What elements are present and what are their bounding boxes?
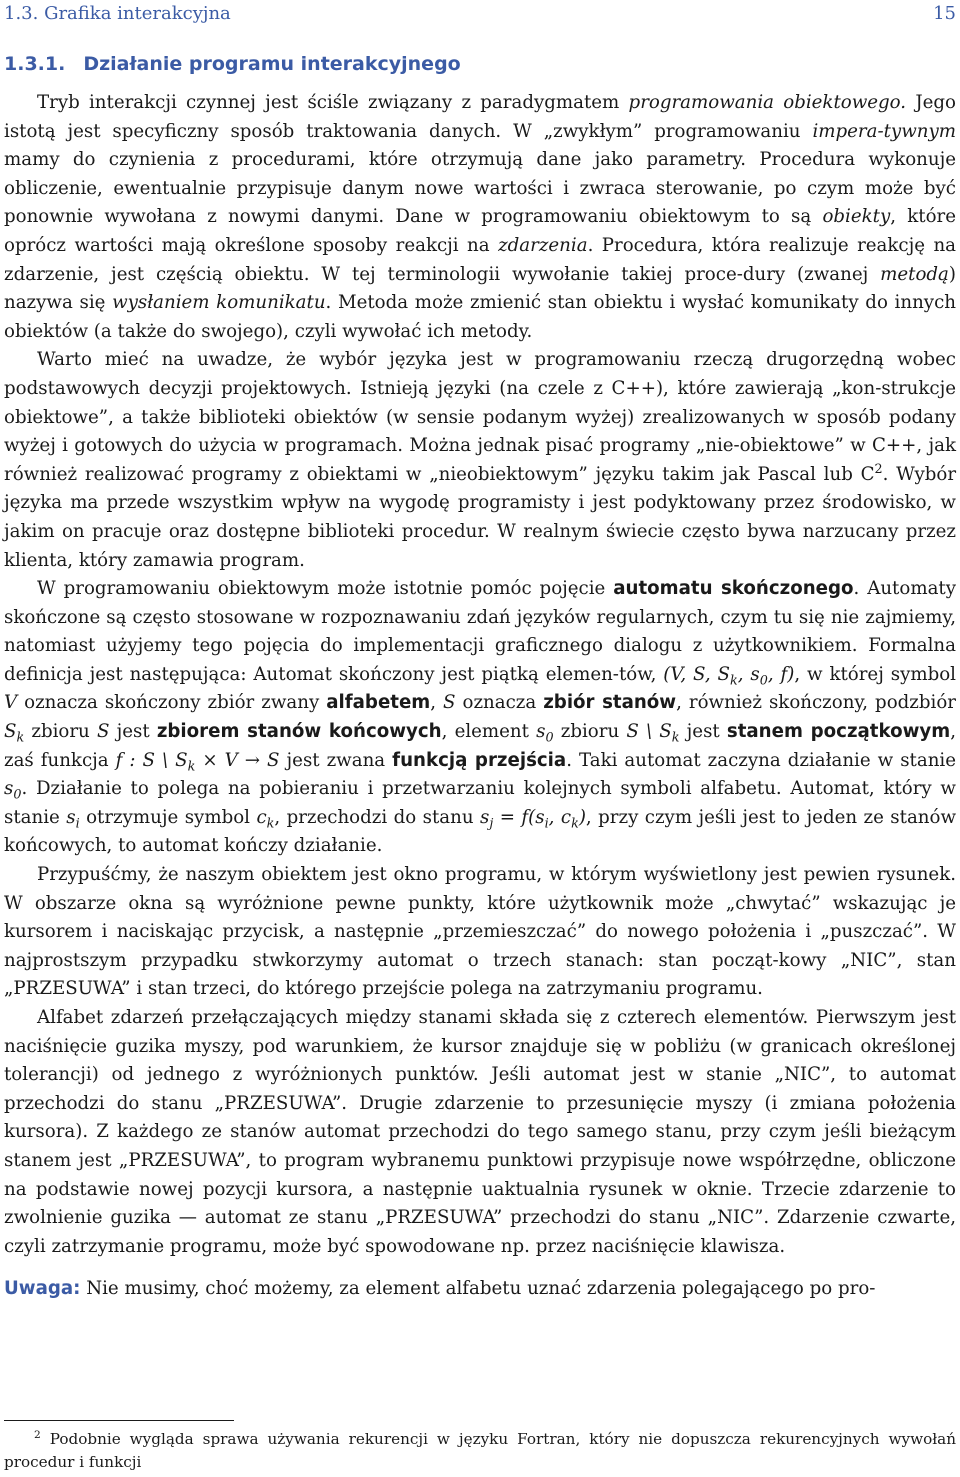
- text-run: otrzymuje symbol: [79, 806, 257, 828]
- bold-term: alfabetem: [326, 692, 431, 714]
- paragraph-5: [4, 1004, 956, 1261]
- text-run: Przypuśćmy, że naszym obiektem jest okno programu, w którym wyświetlony jest pewien rysunek. W obszarze okna są wyróżnione pewne punkty, które użytkownik może „chwytać” wskazując je kursorem i naciskając przycisk, a następnie „przemieszczać” do nowego położenia i „puszczać”. W najprostszym przypadku stwkorzymy automat o trzech stanach: stan począt-kowy „NIC”, stan „PRZESUWA” i stan trzeci, do którego przejście polega na zatrzymaniu programu.: [4, 864, 956, 1000]
- text-run: W programowaniu obiektowym może istotnie pomóc pojęcie: [37, 578, 614, 600]
- math-expression: S \ $S_k$: [626, 721, 680, 746]
- math-expression: $s_j = f(s_i$, $c_k$): [480, 806, 586, 832]
- text-run: . Procedura, która realizuje reakcję na zdarzenie, jest częścią obiektu. W tej terminologii wywołanie takiej proce-dury (zwanej: [4, 234, 957, 285]
- bold-term: automatu skończonego: [613, 578, 854, 600]
- text-run: Tryb interakcji czynnej jest ściśle związany z paradygmatem: [37, 92, 629, 113]
- text-run: jest: [109, 721, 157, 743]
- note-label: Uwaga:: [4, 1278, 81, 1300]
- math-tuple: (V, S, $S_k$, $s_0$, f): [663, 663, 795, 689]
- bold-term: zbiór stanów: [543, 692, 677, 714]
- math-symbol: $S_k$: [4, 721, 25, 746]
- text-run: , zaś funkcja: [4, 721, 957, 771]
- footnote-rule: [4, 1420, 234, 1421]
- paragraph-3: [4, 575, 956, 861]
- text-run: oznacza: [455, 692, 544, 714]
- paragraph-2: [4, 346, 956, 575]
- text-run: Nie musimy, choć możemy, za element alfabetu uznać zdarzenia polegającego po pro-: [80, 1278, 876, 1300]
- text-run: oznacza skończony zbiór zwany: [17, 692, 327, 714]
- bold-term: stanem początkowym: [726, 721, 951, 743]
- text-run: , element: [441, 721, 537, 743]
- note-paragraph: [4, 1275, 956, 1304]
- text-run: Alfabet zdarzeń przełączających między stanami składa się z czterech elementów. Pierwszym jest naciśnięcie guzika myszy, pod warunkiem, że kursor znajduje się w pobliżu (w granicach określonej tolerancji) od jednego z wyróżnionych punktów. Jeśli automat jest w stanie „NIC”, to automat przechodzi do stanu „PRZESUWA”. Drugie zdarzenie to przesunięcie myszy (i zmiana położenia kursora). Z każdego ze stanów automat przechodzi do tego samego stanu, przy czym jeśli bieżącym stanem jest „PRZESUWA”, to program wybranemu punktowi przypisuje nowe współrzędne, obliczone na podstawie nowej pozycji kursora, a następnie uaktualnia rysunek w oknie. Trzecie zdarzenie to zwolnienie guzika — automat ze stanu „PRZESUWA” przechodzi do stanu „NIC”. Zdarzenie czwarte, czyli zatrzymanie programu, może być spowodowane np. przez naciśnięcie klawisza.: [4, 1007, 956, 1257]
- text-run: , przy czym jeśli jest to jeden ze stanów końcowych, to automat kończy działanie.: [4, 806, 957, 857]
- text-run: , w której symbol: [794, 663, 956, 685]
- running-header: [4, 0, 956, 28]
- text-run: , przechodzi do stanu: [274, 806, 480, 828]
- math-symbol: $c_k$: [256, 806, 275, 832]
- math-symbol: $s_i$: [66, 806, 80, 832]
- math-symbol: S: [443, 692, 456, 714]
- text-run: . Metoda może zmienić stan obiektu i wysłać komunikaty do innych obiektów (a także do swojego), czyli wywołać ich metody.: [4, 292, 956, 342]
- italic-term: obiekty: [822, 206, 891, 228]
- text-run: . Automaty skończone są często stosowane w rozpoznawaniu zdań języków regularnych, czym tu się nie zajmiemy, natomiast użyjemy tego pojęcia do implementacji graficznego dialogu z użytkownikiem. Formalna definicja jest następująca: Automat skończony jest piątką elemen-tów,: [4, 578, 956, 685]
- footnote-text: Podobnie wygląda sprawa używania rekurencji w języku Fortran, który nie dopuszcza rekurencyjnych wywołań procedur i funkcji: [4, 1430, 956, 1471]
- header-page-number: 15: [933, 3, 956, 24]
- bold-term: zbiorem stanów końcowych: [156, 721, 442, 743]
- math-symbol: $s_0$: [4, 778, 22, 803]
- math-symbol: $s_0$: [536, 721, 554, 746]
- text-run: zbioru: [24, 721, 97, 743]
- math-symbol: V: [4, 692, 18, 714]
- text-run: Warto mieć na uwadze, że wybór języka jest w programowaniu rzeczą drugorzędną wobec podstawowych decyzji projektowych. Istnieją języki (na czele z C++), które zawierają „kon-strukcje obiektowe”, a także biblioteki obiektów (w sensie podanym wyżej) zrealizowanych w sposób podany wyżej i gotowych do użycia w programach. Można jednak pisać programy „nie-obiektowe” w C++, jak również realizować programy z obiektami w „nieobiektowym” języku takim jak Pascal lub C: [4, 349, 956, 485]
- text-run: , również skończony, podzbiór: [676, 692, 956, 714]
- italic-term: zdarzenia: [498, 234, 588, 256]
- italic-term: metodą: [880, 263, 949, 285]
- text-run: , które oprócz wartości mają określone sposoby reakcji na: [4, 206, 956, 256]
- section-title: Działanie programu interakcyjnego: [83, 53, 461, 75]
- text-run: jest: [679, 721, 727, 743]
- text-run: . Działanie to polega na pobieraniu i przetwarzaniu kolejnych symboli alfabetu. Automat, który w stanie: [4, 778, 956, 828]
- footnote-number: 2: [34, 1427, 41, 1441]
- header-section-ref: 1.3. Grafika interakcyjna: [4, 3, 231, 24]
- italic-term: wysłaniem komunikatu: [112, 292, 326, 314]
- footnote-mark[interactable]: 2: [874, 461, 883, 477]
- text-run: ) nazywa się: [4, 263, 956, 314]
- text-run: Jego istotą jest specyficzny sposób traktowania danych. W „zwykłym” programowaniu: [4, 92, 956, 142]
- section-number: 1.3.1.: [4, 53, 66, 75]
- footnote: [4, 1428, 956, 1474]
- text-run: mamy do czynienia z procedurami, które otrzymują dane jako parametry. Procedura wykonuje obliczenie, ewentualnie przypisuje danym nowe wartości i zwraca sterowanie, po czym może być ponownie wywołana z nowymi danymi. Dane w programowaniu obiektowym to są: [4, 149, 956, 228]
- math-expression: f : S \ $S_k \times V \to S$: [115, 749, 280, 775]
- italic-term: impera-tywnym: [812, 120, 956, 142]
- section-heading: [4, 49, 956, 79]
- text-run: . Taki automat zaczyna działanie w stanie: [566, 749, 957, 771]
- paragraph-1: [4, 89, 956, 346]
- paragraph-4: [4, 861, 956, 1004]
- text-run: jest zwana: [279, 749, 393, 771]
- text-run: ,: [430, 692, 444, 714]
- italic-term: programowania obiektowego.: [628, 92, 907, 113]
- math-symbol: S: [96, 721, 110, 743]
- bold-term: funkcją przejścia: [392, 749, 567, 771]
- text-run: . Wybór języka ma przede wszystkim wpływ na wygodę programisty i jest podyktowany przez środowisko, w jakim on pracuje oraz dostępne biblioteki procedur. W realnym świecie często bywa narzucany przez klienta, który zamawia program.: [4, 463, 957, 571]
- text-run: zbioru: [553, 721, 627, 743]
